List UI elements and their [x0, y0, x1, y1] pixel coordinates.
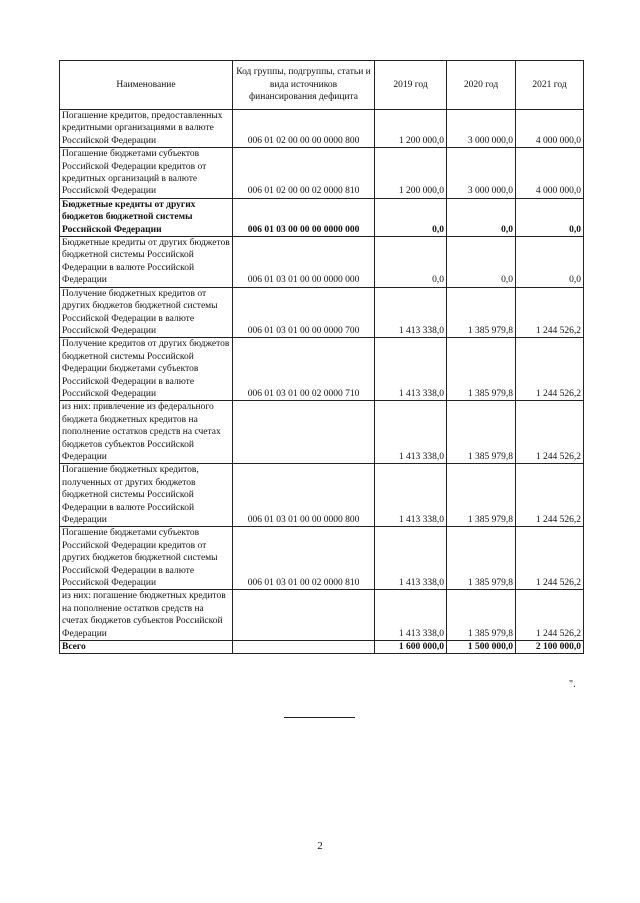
row-2021: 1 244 526,2: [516, 287, 584, 338]
table-row: [60, 148, 584, 199]
row-2019: 1 413 338,0: [375, 590, 447, 641]
row-2020: 1 385 979,8: [447, 590, 516, 641]
row-2021: 0,0: [516, 237, 584, 288]
row-2020: 1 385 979,8: [447, 287, 516, 338]
row-2020: 1 385 979,8: [447, 338, 516, 401]
row-2021: 4 000 000,0: [516, 148, 584, 199]
row-name: из них: погашение бюджетных кредитов на пополнение остатков средств на счетах бюджетов субъектов Российской Федерации: [60, 590, 233, 641]
row-name: из них: привлечение из федерального бюджета бюджетных кредитов на пополнение остатков средств на счетах бюджетов субъектов Российской Федерации: [60, 401, 233, 464]
row-2019: 0,0: [375, 198, 447, 236]
row-2021: 1 244 526,2: [516, 464, 584, 527]
row-2020: 3 000 000,0: [447, 110, 516, 148]
section-divider: [284, 717, 355, 718]
row-2019: 1 413 338,0: [375, 401, 447, 464]
row-2019: 1 200 000,0: [375, 148, 447, 199]
row-name: Бюджетные кредиты от других бюджетов бюджетной системы Российской Федерации: [60, 198, 233, 236]
row-code: 006 01 02 00 00 02 0000 810: [233, 148, 375, 199]
table-row: [60, 590, 584, 641]
row-2021: 0,0: [516, 198, 584, 236]
row-name: Погашение бюджетами субъектов Российской Федерации кредитов от кредитных организаций в валюте Российской Федерации: [60, 148, 233, 199]
row-code: 006 01 03 01 00 00 0000 000: [233, 237, 375, 288]
table-row: [60, 287, 584, 338]
row-2019: 1 413 338,0: [375, 527, 447, 590]
row-code: 006 01 03 01 00 02 0000 710: [233, 338, 375, 401]
row-name: Получение бюджетных кредитов от других бюджетов бюджетной системы Российской Федерации в валюте Российской Федерации: [60, 287, 233, 338]
table-row: [60, 464, 584, 527]
page-number: 2: [317, 840, 323, 852]
row-2019: 1 413 338,0: [375, 464, 447, 527]
row-2021: 1 244 526,2: [516, 338, 584, 401]
row-2021: 1 244 526,2: [516, 527, 584, 590]
table-row: [60, 237, 584, 288]
row-name: Получение кредитов от других бюджетов бюджетной системы Российской Федерации бюджетами субъектов Российской Федерации в валюте Российской Федерации: [60, 338, 233, 401]
table-row: [60, 338, 584, 401]
row-2020: 1 385 979,8: [447, 527, 516, 590]
table-header-row: [60, 61, 584, 110]
row-2019: 0,0: [375, 237, 447, 288]
row-2021: 4 000 000,0: [516, 110, 584, 148]
row-name: Бюджетные кредиты от других бюджетов бюджетной системы Российской Федерации в валюте Российской Федерации: [60, 237, 233, 288]
row-2019: 1 200 000,0: [375, 110, 447, 148]
row-code: [233, 401, 375, 464]
header-2021: 2021 год: [516, 61, 584, 110]
closing-quote-mark: ".: [569, 679, 576, 690]
row-code: 006 01 03 01 00 00 0000 700: [233, 287, 375, 338]
row-code: [233, 590, 375, 641]
row-code: 006 01 03 00 00 00 0000 000: [233, 198, 375, 236]
row-code: 006 01 03 01 00 02 0000 810: [233, 527, 375, 590]
row-2020: 1 500 000,0: [447, 641, 516, 654]
row-2020: 1 385 979,8: [447, 401, 516, 464]
header-2019: 2019 год: [375, 61, 447, 110]
table-row: [60, 401, 584, 464]
row-2021: 1 244 526,2: [516, 590, 584, 641]
budget-table: [59, 60, 584, 654]
table-row: [60, 527, 584, 590]
total-row: [60, 641, 584, 654]
row-code: [233, 641, 375, 654]
table-row: [60, 198, 584, 236]
table-row: [60, 110, 584, 148]
row-2019: 1 413 338,0: [375, 287, 447, 338]
row-code: 006 01 02 00 00 00 0000 800: [233, 110, 375, 148]
header-2020: 2020 год: [447, 61, 516, 110]
row-2020: 3 000 000,0: [447, 148, 516, 199]
header-name: Наименование: [60, 61, 233, 110]
row-2020: 0,0: [447, 198, 516, 236]
row-2019: 1 600 000,0: [375, 641, 447, 654]
row-2021: 2 100 000,0: [516, 641, 584, 654]
row-name: Погашение бюджетных кредитов, полученных от других бюджетов бюджетной системы Российской Федерации в валюте Российской Федерации: [60, 464, 233, 527]
row-2020: 0,0: [447, 237, 516, 288]
row-name: Погашение бюджетами субъектов Российской Федерации кредитов от других бюджетов бюджетной системы Российской Федерации в валюте Российской Федерации: [60, 527, 233, 590]
row-2021: 1 244 526,2: [516, 401, 584, 464]
row-2019: 1 413 338,0: [375, 338, 447, 401]
row-name: Всего: [60, 641, 233, 654]
header-code: Код группы, подгруппы, статьи и вида источников финансирования дефицита: [233, 61, 375, 110]
row-name: Погашение кредитов, предоставленных кредитными организациями в валюте Российской Федерации: [60, 110, 233, 148]
row-2020: 1 385 979,8: [447, 464, 516, 527]
row-code: 006 01 03 01 00 00 0000 800: [233, 464, 375, 527]
